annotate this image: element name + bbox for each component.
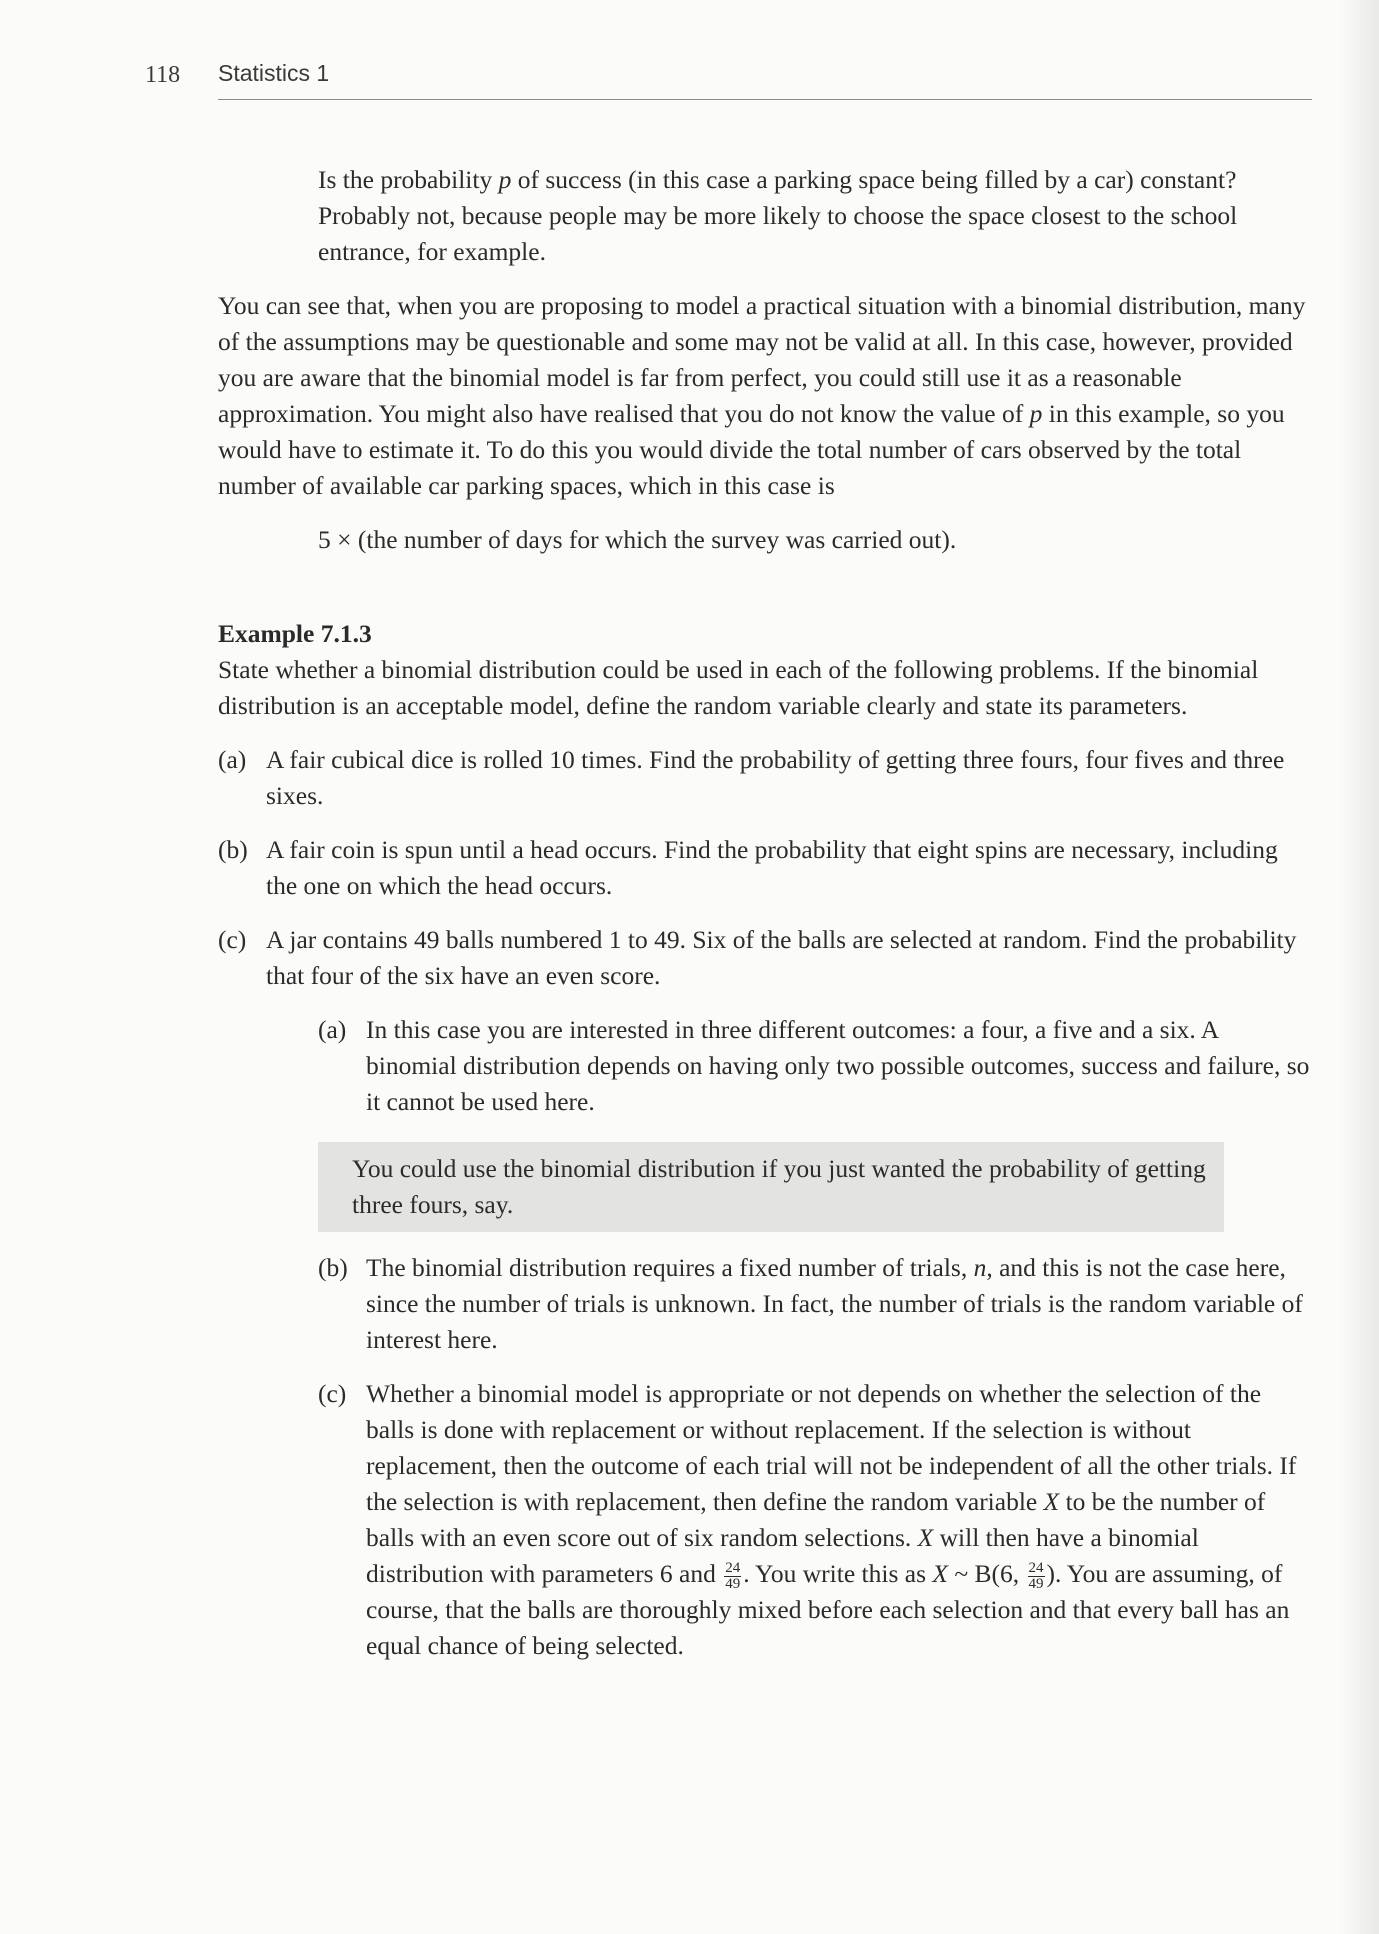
page-header [0, 56, 1379, 96]
solution-text: In this case you are interested in three different outcomes: a four, a five and a six. A binomial distribution depends on having only two possible outcomes, success and failure, so it cannot be used here. [366, 1015, 1310, 1116]
solution-b [318, 1250, 1314, 1358]
solution-a [318, 1012, 1314, 1120]
page-body [218, 162, 1314, 1664]
fraction-24-49: $\frac{24}{49}$ [725, 1559, 741, 1592]
question-text: A jar contains 49 balls numbered 1 to 49. Six of the balls are selected at random. Find the probability that four of the six have an even score. [266, 925, 1297, 990]
note-text: You could use the binomial distribution if you just wanted the probability of getting three fours, say. [352, 1154, 1206, 1219]
page-number: 118 [145, 62, 181, 88]
solution-text: The binomial distribution requires a fixed number of trials, n, and this is not the case here, since the number of trials is unknown. In fact, the number of trials is the random variable of interest here. [366, 1253, 1303, 1354]
note-box [318, 1142, 1224, 1232]
variable-p: p [1029, 399, 1043, 428]
solution-text: Whether a binomial model is appropriate or not depends on whether the selection of the balls is done with replacement or without replacement. If the selection is without replacement, then the outcome of each trial will not be independent of all the other trials. If the selection is with replacement, then define the random variable X to be the number of balls with an even score out of six random selections. X will then have a binomial distribution with parameters 6 and $\frac{24}{49}$ . You write this as X ~ B(6, $\frac{24}{49}$ ). You are assuming, of course, that the balls are thoroughly mixed before each selection and that every ball has an equal chance of being selected. [366, 1379, 1297, 1660]
solution-label: (c) [318, 1379, 347, 1408]
intro-paragraph-1: Is the probability p of success (in this case a parking space being filled by a car) constant? Probably not, because people may be more likely to choose the space closest to the school entrance, for example. [318, 165, 1238, 266]
header-rule [218, 99, 1312, 100]
question-a [218, 742, 1314, 814]
solution-label: (a) [318, 1015, 347, 1044]
question-text: A fair cubical dice is rolled 10 times. Find the probability of getting three fours, four fives and three sixes. [266, 745, 1285, 810]
example-statement: State whether a binomial distribution could be used in each of the following problems. If the binomial distribution is an acceptable model, define the random variable clearly and state its parameters. [218, 655, 1259, 720]
solution-label: (b) [318, 1253, 348, 1282]
variable-x: X [932, 1559, 948, 1588]
example-heading: Example 7.1.3 [218, 619, 372, 648]
variable-n: n [973, 1253, 987, 1282]
question-text: A fair coin is spun until a head occurs. Find the probability that eight spins are necessary, including the one on which the head occurs. [266, 835, 1278, 900]
variable-x: X [1043, 1487, 1060, 1516]
running-head: Statistics 1 [218, 60, 330, 86]
fraction-24-49: $\frac{24}{49}$ [1028, 1559, 1044, 1592]
question-label: (c) [218, 925, 247, 954]
variable-x: X [917, 1523, 934, 1552]
page-edge-shadow [1339, 0, 1379, 1934]
formula-line: 5 × (the number of days for which the survey was carried out). [318, 525, 957, 554]
question-c [218, 922, 1314, 994]
question-label: (a) [218, 745, 247, 774]
question-label: (b) [218, 835, 248, 864]
intro-paragraph-2: You can see that, when you are proposing to model a practical situation with a binomial distribution, many of the assumptions may be questionable and some may not be valid at all. In this case, however, provided you are aware that the binomial model is far from perfect, you could still use it as a reasonable approximation. You might also have realised that you do not know the value of p in this example, so you would have to estimate it. To do this you would divide the total number of cars observed by the total number of available car parking spaces, which in this case is [218, 291, 1306, 500]
variable-p: p [498, 165, 512, 194]
question-b [218, 832, 1314, 904]
solution-c [318, 1376, 1314, 1664]
